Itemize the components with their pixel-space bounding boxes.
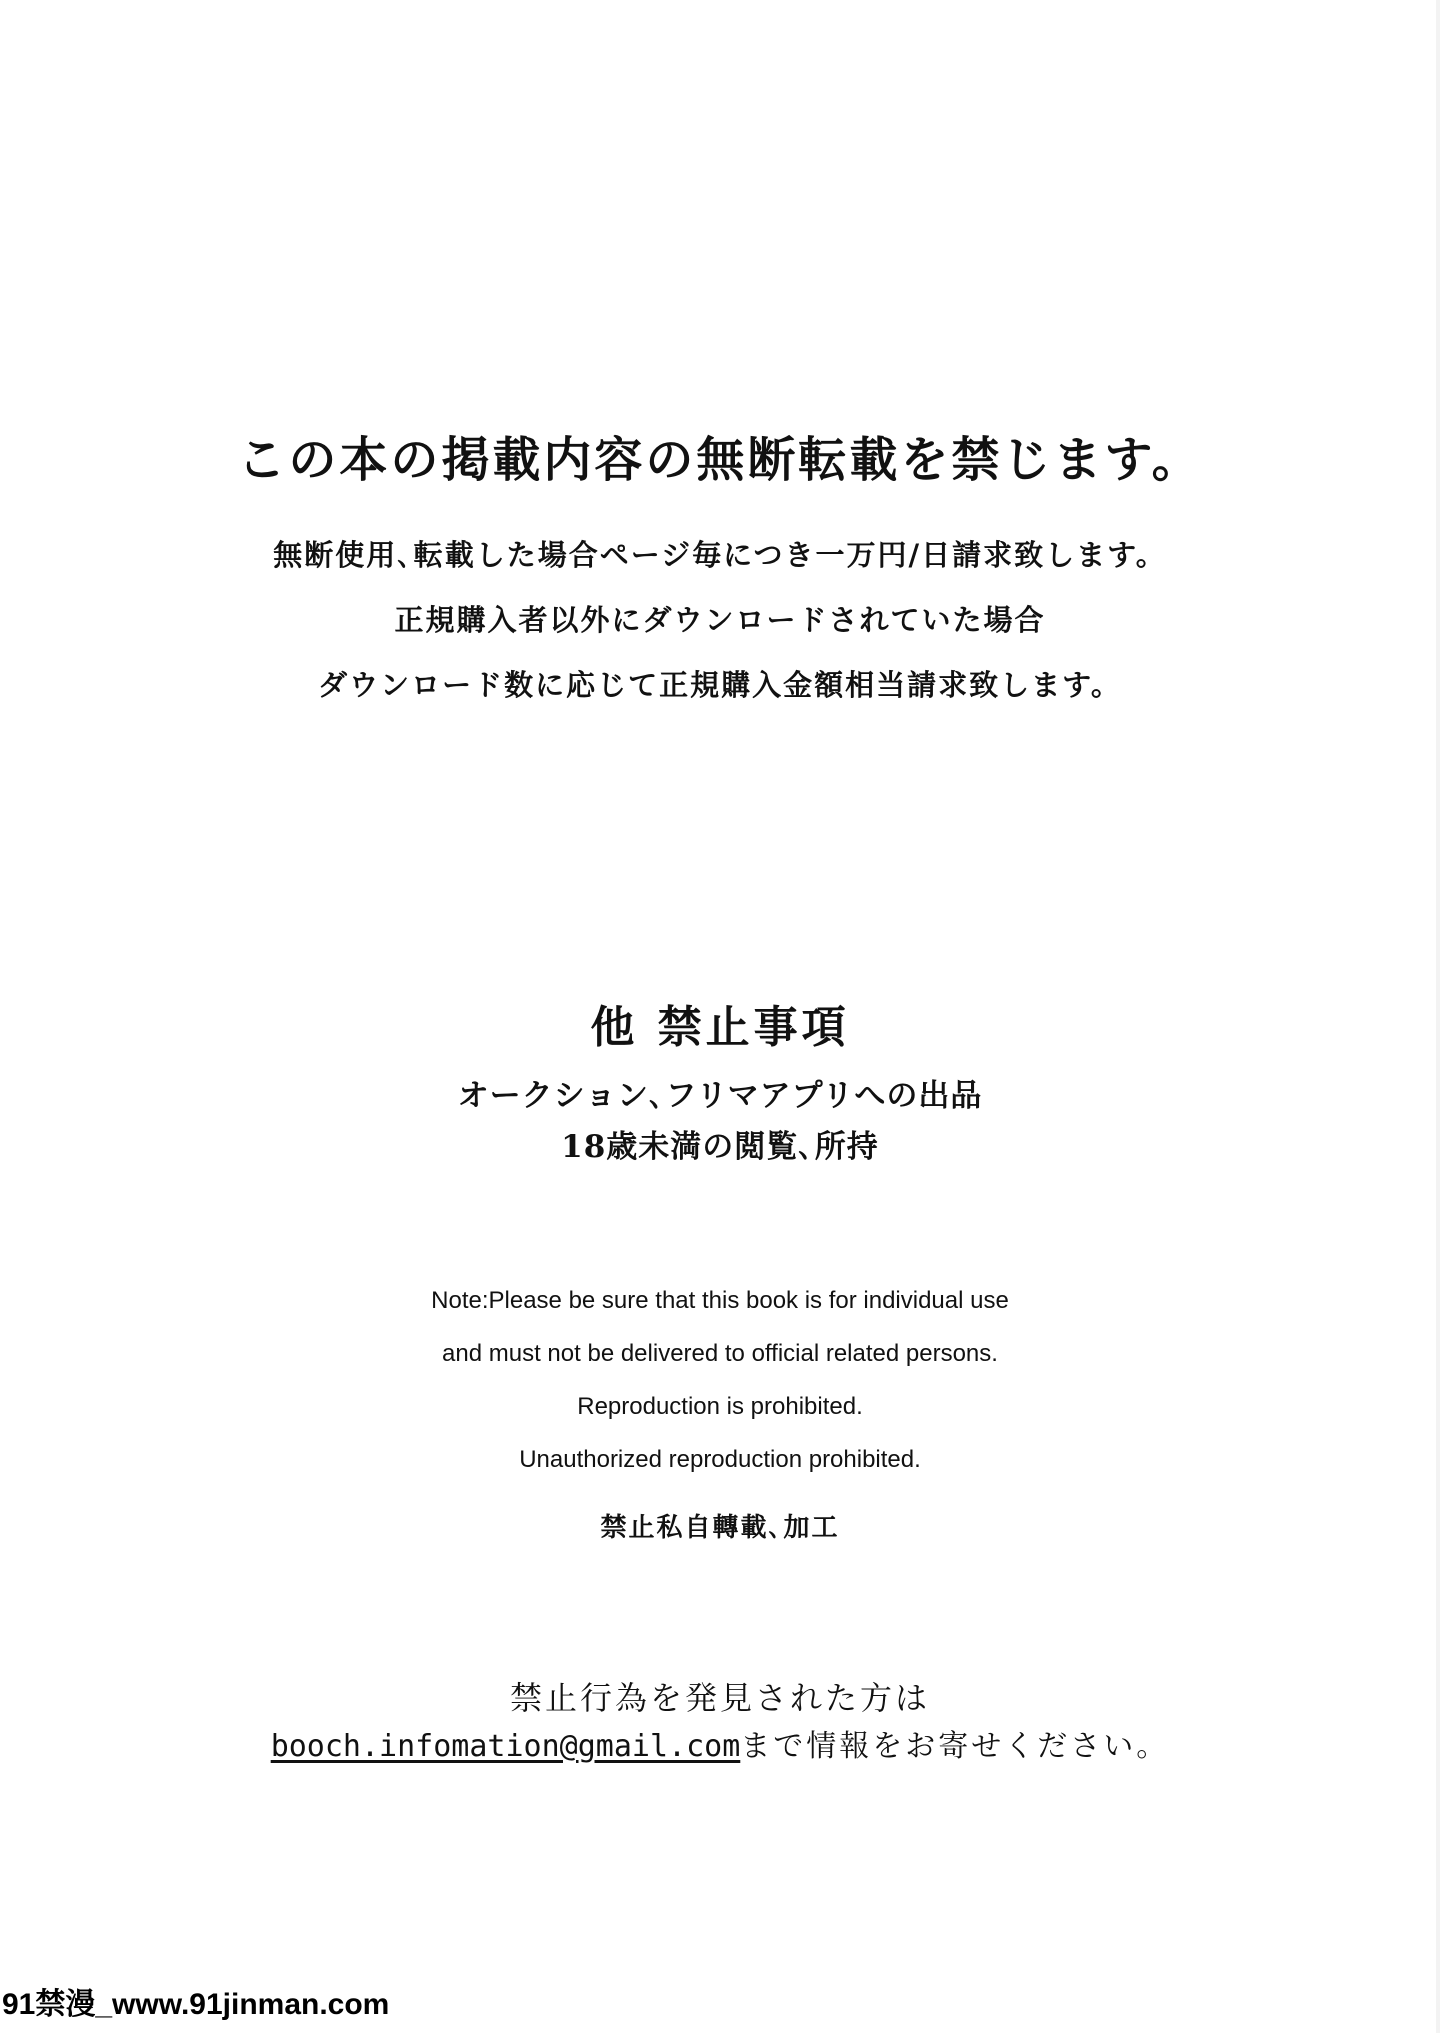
contact-email-link[interactable]: booch.infomation@gmail.com	[270, 1729, 741, 1764]
english-notice-line-1: Note:Please be sure that this book is for individual use	[431, 1287, 1009, 1314]
notice-line-2: 正規購入者以外にダウンロードされていた場合	[394, 603, 1046, 637]
report-line-1: 禁止行為を発見された方は	[509, 1679, 930, 1717]
prohibition-item-2: 18歳未満の閲覧､所持	[561, 1129, 879, 1165]
notice-line-1: 無断使用､転載した場合ページ毎につき一万円/日請求致します。	[273, 538, 1167, 572]
report-line-2-rest: まで情報をお寄せください。	[740, 1729, 1170, 1764]
chinese-notice: 禁止私自轉載､加工	[600, 1513, 840, 1543]
prohibition-item-1: オークション､フリマアプリへの出品	[457, 1078, 983, 1114]
notice-line-3: ダウンロード数に応じて正規購入金額相当請求致します。	[318, 668, 1122, 702]
english-notice-line-4: Unauthorized reproduction prohibited.	[519, 1446, 921, 1473]
english-notice-line-3: Reproduction is prohibited.	[577, 1393, 863, 1420]
headline: この本の掲載内容の無断転載を禁じます。	[237, 432, 1203, 488]
scan-edge-divider	[1436, 0, 1440, 2033]
report-line-2	[0, 1726, 1440, 1768]
english-notice-line-2: and must not be delivered to official related persons.	[442, 1340, 998, 1367]
site-watermark: 91禁漫_www.91jinman.com	[2, 1988, 390, 2021]
prohibitions-title: 他 禁止事項	[590, 1002, 850, 1053]
